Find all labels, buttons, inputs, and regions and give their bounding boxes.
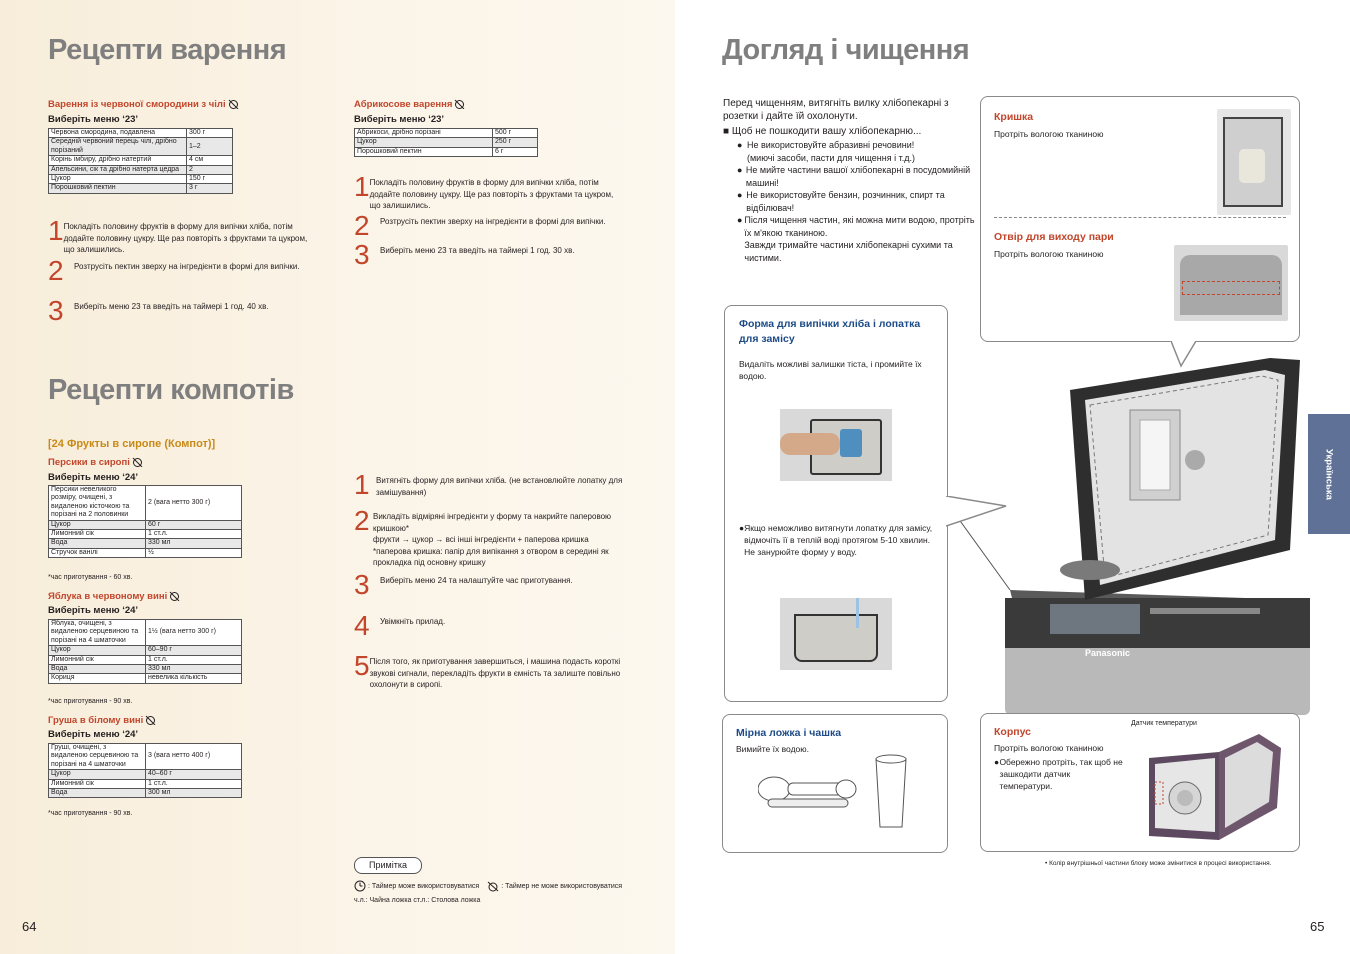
right-page: [675, 0, 1350, 954]
compote-step-5: [354, 650, 629, 691]
redcurrant-step-2: [48, 255, 318, 286]
compote-recipes-title: Рецепти компотів: [48, 374, 294, 406]
no-timer-icon: [132, 457, 143, 467]
step-text: Виберіть меню 23 та введіть на таймері 1 год. 40 хв.: [74, 302, 269, 311]
apricot-title: Абрикосове варення: [354, 99, 465, 110]
compote-step-2: [354, 505, 629, 569]
vent-title: Отвір для виходу пари: [994, 231, 1114, 243]
vent-photo: [1174, 245, 1288, 321]
no-timer-icon: [228, 99, 239, 109]
table-cell: Цукор: [49, 646, 146, 655]
table-cell: 60 г: [146, 520, 242, 529]
language-tab[interactable]: Українська: [1308, 414, 1350, 534]
table-cell: Цукор: [49, 520, 146, 529]
table-cell: 4 см: [187, 156, 233, 165]
intro-text: Перед чищенням, витягніть вилку хлібопекарні з розетки і дайте їй охолонути.: [723, 98, 949, 122]
pan-bullet: ● Якщо неможливо витягнути лопатку для замісу, відмочіть її в теплій воді протягом 5-10 хвилин. Не занурюйте форму у воду.: [739, 523, 933, 557]
compote-step-3: [354, 569, 629, 600]
table-row: [49, 156, 233, 165]
step-text: Розтрусіть пектин зверху на інгредієнти в формі для випічки.: [380, 217, 606, 226]
vent-text: Протріть вологою тканиною: [994, 249, 1104, 259]
body-title: Корпус: [994, 726, 1031, 738]
table-row: [49, 529, 242, 538]
table-cell: Цукор: [49, 770, 146, 779]
table-row: [49, 788, 242, 797]
peaches-note: *час приготування - 60 хв.: [48, 574, 133, 581]
table-cell: ½: [146, 548, 242, 557]
step-number: 1: [354, 171, 370, 202]
lid-photo: [1217, 109, 1291, 215]
table-row: [355, 147, 538, 156]
step-number: 2: [354, 210, 370, 241]
apples-note: *час приготування - 90 хв.: [48, 698, 133, 705]
step-text: Покладіть половину фруктів в форму для випічки хліба, потім додайте половину цукру. Ще раз повторіть з фруктами та цукром, що залишились.: [369, 178, 614, 210]
table-cell: 1½ (вага нетто 300 г): [146, 620, 242, 646]
table-cell: Середній червоний перець чілі, дрібно порізаний: [49, 138, 187, 156]
warning-list: [737, 139, 977, 264]
table-cell: Червона смородина, подавлена: [49, 129, 187, 138]
compote-step-1: [354, 469, 629, 500]
apricot-table: [354, 128, 538, 157]
table-cell: Стручок ванілі: [49, 548, 146, 557]
lid-text: Протріть вологою тканиною: [994, 129, 1104, 139]
table-cell: 3 (вага нетто 400 г): [146, 744, 242, 770]
pears-menu: Виберіть меню ‘24’: [48, 729, 139, 740]
apricot-step-2: [354, 210, 624, 241]
table-row: [49, 165, 233, 174]
compote-menu-header: [24 Фрукты в сиропе (Компот)]: [48, 438, 216, 450]
table-row: [49, 539, 242, 548]
apricot-step-1: [354, 171, 624, 212]
redcurrant-step-1: [48, 215, 318, 256]
peaches-title: Персики в сиропі: [48, 457, 143, 468]
step-text: Витягніть форму для випічки хліба. (не встановлюйте лопатку для замішування): [376, 476, 623, 497]
table-cell: Порошковий пектин: [49, 184, 187, 193]
step-number: 4: [354, 610, 370, 641]
table-cell: 1 ст.л.: [146, 655, 242, 664]
step-number: 1: [48, 215, 64, 246]
pan-box: [724, 305, 948, 702]
pears-title: Груша в білому вині: [48, 715, 156, 726]
redcurrant-title: Варення із червоної смородини з чілі: [48, 99, 239, 110]
table-cell: 2: [187, 165, 233, 174]
callout-tail: [946, 496, 1016, 536]
pears-table: [48, 743, 242, 798]
list-item: ● Не мийте частини вашої хлібопекарні в посудомийній машині!: [737, 165, 971, 188]
spoon-title: Мірна ложка і чашка: [736, 727, 842, 739]
pan-text: Видаліть можливі залишки тіста, і промийте їх водою.: [739, 359, 922, 381]
table-cell: 330 мл: [146, 539, 242, 548]
table-row: [49, 184, 233, 193]
table-cell: Груші, очищені, з видаленою серцевиною та порізані на 4 шматочки: [49, 744, 146, 770]
table-cell: 60–90 г: [146, 646, 242, 655]
step-text: Після того, як приготування завершиться, і машина подасть короткі звукові сигнали, перекладіть фрукти в ємність та залиште повільно охолонути в сиропі.: [369, 657, 621, 689]
table-cell: 1–2: [187, 138, 233, 156]
redcurrant-menu: Виберіть меню ‘23’: [48, 114, 139, 125]
care-title: Догляд і чищення: [722, 34, 970, 66]
table-cell: 6 г: [493, 147, 538, 156]
callout-tail: [1171, 341, 1201, 371]
table-row: [49, 744, 242, 770]
table-row: [49, 664, 242, 673]
list-item: ● Не використовуйте абразивні речовини! (миючі засоби, пасти для чищення і т.д.): [737, 140, 915, 163]
warning-heading: ■ Щоб не пошкодити вашу хлібопекарню...: [723, 126, 922, 137]
table-row: [49, 779, 242, 788]
step-number: 5: [354, 650, 370, 681]
body-bullet: ● Обережно протріть, так щоб не зашкодити датчик температури.: [994, 757, 1123, 791]
table-cell: невелика кількість: [146, 674, 242, 683]
table-row: [355, 138, 538, 147]
table-cell: Цукор: [49, 174, 187, 183]
table-cell: 2 (вага нетто 300 г): [146, 486, 242, 521]
pears-note: *час приготування - 90 хв.: [48, 810, 133, 817]
table-cell: 300 г: [187, 129, 233, 138]
table-cell: Лимонний сік: [49, 529, 146, 538]
pan-photo-2: [780, 598, 892, 670]
page-number-left: 64: [22, 919, 37, 934]
table-row: [49, 138, 233, 156]
no-timer-icon: [145, 715, 156, 725]
table-cell: Апельсини, сік та дрібно натерта цедра: [49, 165, 187, 174]
step-text: Викладіть відміряні інгредієнти у форму та накрийте паперовою кришкою* фрукти → цукор → всі інші інгредієнти + паперова кришка *паперова кришка: папір для випікання з отвором в середині як прокладка під основну кришку: [372, 512, 612, 567]
step-text: Покладіть половину фруктів в форму для випічки хліба, потім додайте половину цукру. Ще раз повторіть з фруктами та цукром, що залишились.: [63, 222, 308, 254]
sensor-label: Датчик температури: [1131, 720, 1197, 727]
no-timer-icon: [487, 881, 499, 892]
step-number: 3: [48, 295, 64, 326]
table-cell: 150 г: [187, 174, 233, 183]
step-number: 1: [354, 469, 370, 500]
timer-yes-text: : Таймер може використовуватися: [368, 882, 480, 890]
table-cell: 1 ст.л.: [146, 529, 242, 538]
table-row: [49, 486, 242, 521]
table-cell: Лимонний сік: [49, 779, 146, 788]
body-drawing: [1139, 728, 1289, 846]
table-cell: Кориця: [49, 674, 146, 683]
table-row: [355, 129, 538, 138]
table-cell: 40–60 г: [146, 770, 242, 779]
list-item: ● Не використовуйте бензин, розчинник, спирт та відбілювач!: [737, 190, 945, 213]
spoon-text: Вимийте їх водою.: [736, 744, 810, 754]
peaches-menu: Виберіть меню ‘24’: [48, 472, 139, 483]
redcurrant-step-3: [48, 295, 318, 326]
table-cell: 1 ст.л.: [146, 779, 242, 788]
timer-no-text: : Таймер не може використовуватися: [501, 882, 623, 890]
step-number: 3: [354, 239, 370, 270]
table-cell: Лимонний сік: [49, 655, 146, 664]
apricot-menu: Виберіть меню ‘23’: [354, 114, 445, 125]
apples-title: Яблука в червоному вині: [48, 591, 180, 602]
table-cell: Вода: [49, 539, 146, 548]
apples-table: [48, 619, 242, 684]
step-text: Виберіть меню 23 та введіть на таймері 1 год. 30 хв.: [380, 246, 575, 255]
table-row: [49, 129, 233, 138]
compote-step-4: [354, 610, 629, 641]
bread-maker-illustration: [990, 330, 1310, 715]
brand-logo: Panasonic: [1085, 648, 1131, 658]
step-text: Увімкніть прилад.: [380, 617, 446, 626]
body-box: [980, 713, 1300, 852]
step-number: 2: [354, 505, 370, 536]
divider: [994, 217, 1286, 218]
table-cell: 250 г: [493, 138, 538, 147]
step-number: 2: [48, 255, 64, 286]
table-cell: Яблука, очищені, з видаленою серцевиною та порізані на 4 шматочки: [49, 620, 146, 646]
page-number-right: 65: [1310, 919, 1325, 934]
lid-box: [980, 96, 1300, 342]
table-row: [49, 548, 242, 557]
table-cell: Вода: [49, 788, 146, 797]
no-timer-icon: [454, 99, 465, 109]
peaches-table: [48, 485, 242, 558]
step-text: Розтрусіть пектин зверху на інгредієнти в формі для випічки.: [74, 262, 300, 271]
table-row: [49, 646, 242, 655]
table-row: [49, 770, 242, 779]
redcurrant-table: [48, 128, 233, 194]
table-cell: Порошковий пектин: [355, 147, 493, 156]
note-label: Примітка: [354, 857, 422, 874]
lid-title: Кришка: [994, 111, 1034, 123]
timer-legend: [354, 880, 622, 892]
table-cell: Цукор: [355, 138, 493, 147]
apricot-step-3: [354, 239, 624, 270]
body-text: Протріть вологою тканиною: [994, 743, 1104, 753]
table-row: [49, 620, 242, 646]
jam-recipes-title: Рецепти варення: [48, 34, 287, 66]
apples-menu: Виберіть меню ‘24’: [48, 605, 139, 616]
timer-icon: [354, 880, 366, 892]
abbreviations: ч.л.: Чайна ложка ст.л.: Столова ложка: [354, 897, 481, 904]
table-cell: 500 г: [493, 129, 538, 138]
pan-title: Форма для випічки хліба і лопатка для замісу: [739, 318, 921, 345]
no-timer-icon: [169, 591, 180, 601]
spoon-box: [722, 714, 948, 853]
table-row: [49, 655, 242, 664]
pan-photo-1: [780, 409, 892, 481]
table-cell: Корінь імбиру, дрібно натертий: [49, 156, 187, 165]
step-number: 3: [354, 569, 370, 600]
table-cell: Абрикоси, дрібно порізані: [355, 129, 493, 138]
list-item: ● Після чищення частин, які можна мити водою, протріть їх м'якою тканиною. Завжди тримайте частини хлібопекарні сухими та чистими.: [737, 215, 975, 263]
table-cell: Персики невеликого розміру, очищені, з видаленою кісточкою та порізані на 2 половинки: [49, 486, 146, 521]
footnote: • Колір внутрішньої частини блоку може змінитися в процесі використання.: [1045, 860, 1272, 867]
table-cell: 330 мл: [146, 664, 242, 673]
table-cell: 3 г: [187, 184, 233, 193]
table-cell: 300 мл: [146, 788, 242, 797]
table-cell: Вода: [49, 664, 146, 673]
table-row: [49, 520, 242, 529]
step-text: Виберіть меню 24 та налаштуйте час приготування.: [380, 576, 573, 585]
table-row: [49, 674, 242, 683]
table-row: [49, 174, 233, 183]
spoon-cup-drawing: [758, 753, 938, 848]
